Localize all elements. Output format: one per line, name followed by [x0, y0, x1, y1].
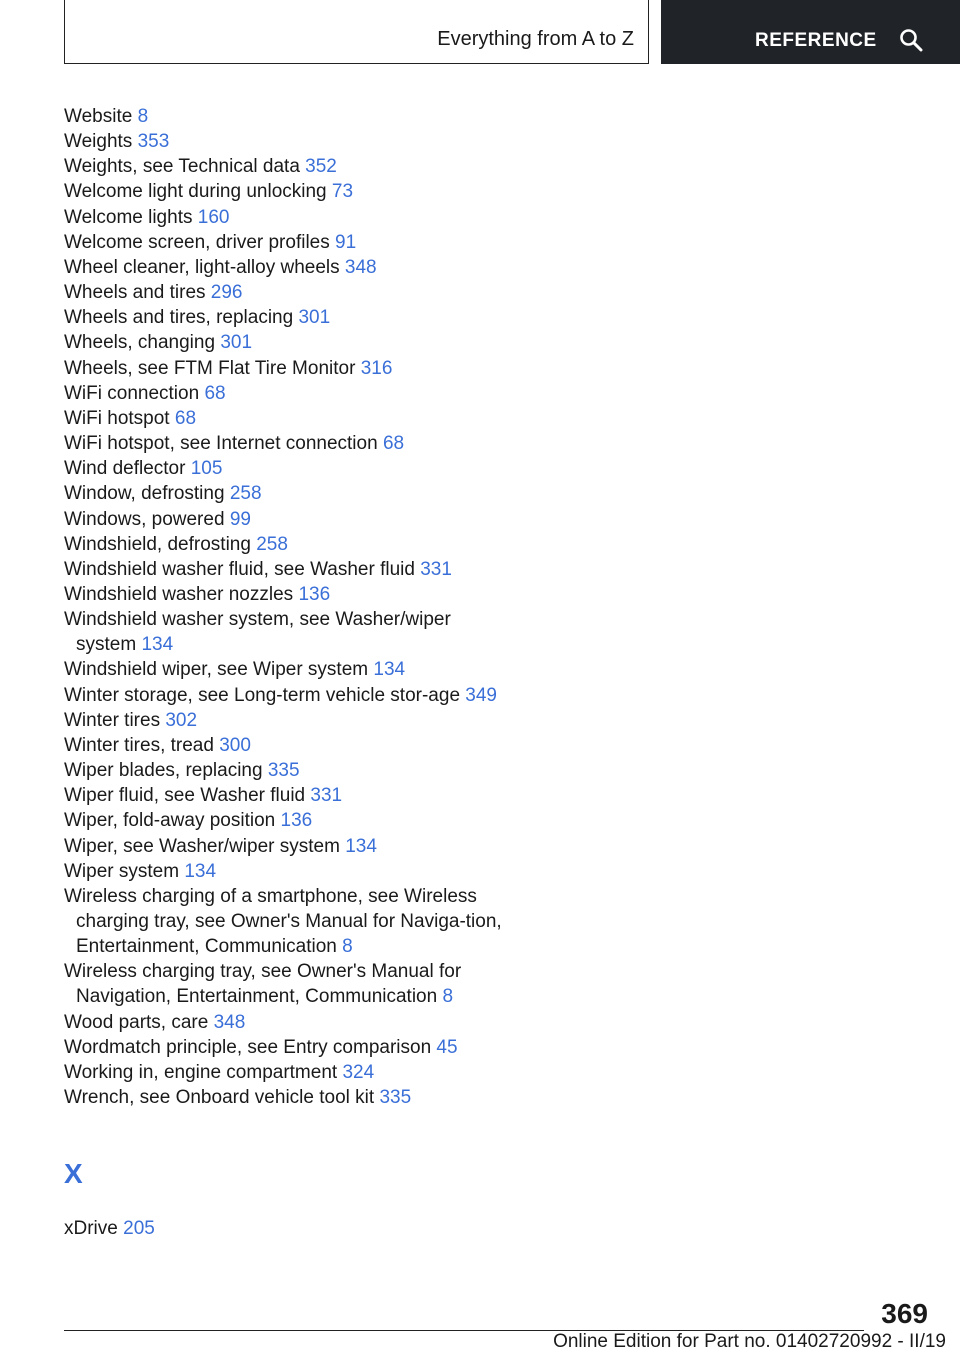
entry-term: Wiper fluid, see Washer fluid [64, 785, 306, 807]
page-reference-link[interactable]: 68 [382, 433, 405, 455]
index-entry [64, 758, 504, 783]
page-reference-link[interactable]: 324 [342, 1061, 375, 1083]
index-entry [64, 582, 504, 607]
entry-term: Weights, see Technical data [64, 156, 300, 178]
entry-term: WiFi hotspot [64, 407, 170, 429]
index-entry [64, 859, 504, 884]
index-entry [64, 431, 504, 456]
page-reference-link[interactable]: 134 [141, 634, 174, 656]
entry-term: Wiper blades, replacing [64, 760, 263, 782]
entry-term: Windshield wiper, see Wiper system [64, 659, 369, 681]
entry-term: Working in, engine compartment [64, 1061, 338, 1083]
entry-term: Windshield washer system, see Washer/wiper system [64, 609, 451, 656]
entry-term: Windows, powered [64, 508, 225, 530]
index-entry [64, 607, 504, 657]
index-entry [64, 406, 504, 431]
page-reference-link[interactable]: 8 [342, 936, 353, 958]
entry-term: Wheels, changing [64, 332, 216, 354]
page-reference-link[interactable]: 73 [331, 181, 354, 203]
reference-tab[interactable] [661, 0, 960, 64]
page-reference-link[interactable]: 45 [436, 1036, 458, 1058]
index-entry [64, 356, 504, 381]
header-title-box [64, 0, 649, 64]
page-number: 369 [881, 1298, 928, 1329]
page-reference-link[interactable]: 105 [190, 458, 223, 480]
search-icon[interactable] [899, 28, 923, 52]
entry-term: Windshield washer nozzles [64, 583, 294, 605]
index-entry [64, 1085, 504, 1110]
page-reference-link[interactable]: 160 [197, 206, 230, 228]
page-reference-link[interactable]: 296 [210, 282, 243, 304]
page-reference-link[interactable]: 301 [220, 332, 253, 354]
page-reference-link[interactable]: 335 [379, 1087, 412, 1109]
index-entry [64, 507, 504, 532]
page-reference-link[interactable]: 352 [305, 156, 337, 178]
entry-term: WiFi connection [64, 382, 200, 404]
index-entry [64, 154, 504, 179]
index-list-w [64, 104, 504, 1110]
index-entry [64, 808, 504, 833]
page-reference-link[interactable]: 68 [174, 407, 197, 429]
index-entry [64, 733, 504, 758]
page-reference-link[interactable]: 301 [298, 307, 331, 329]
index-entry [64, 456, 504, 481]
index-entry [64, 884, 504, 959]
page-reference-link[interactable]: 331 [310, 785, 343, 807]
index-list-x [64, 1216, 504, 1241]
page-reference-link[interactable]: 302 [165, 709, 198, 731]
page-reference-link[interactable]: 136 [280, 810, 313, 832]
entry-term: Wheels and tires, replacing [64, 307, 294, 329]
index-entry [64, 129, 504, 154]
page-reference-link[interactable]: 134 [373, 659, 406, 681]
page-reference-link[interactable]: 348 [213, 1011, 246, 1033]
page-reference-link[interactable]: 353 [137, 131, 170, 153]
index-entry [64, 205, 504, 230]
index-entry [64, 481, 504, 506]
index-entry [64, 330, 504, 355]
page-reference-link[interactable]: 134 [345, 835, 377, 857]
index-entry [64, 683, 504, 708]
index-entry [64, 1010, 504, 1035]
entry-term: Windshield washer fluid, see Washer fluid [64, 558, 415, 580]
index-entry [64, 1035, 504, 1060]
page-reference-link[interactable]: 335 [267, 760, 300, 782]
entry-term: Winter storage, see Long-term vehicle stor‐age [64, 684, 461, 706]
entry-term: Wheels and tires [64, 282, 206, 304]
index-entry [64, 557, 504, 582]
entry-term: Wiper, fold-away position [64, 810, 276, 832]
index-entry [64, 179, 504, 204]
entry-term: Welcome lights [64, 206, 193, 228]
index-entry [64, 305, 504, 330]
entry-term: Welcome screen, driver profiles [64, 231, 330, 253]
index-entry [64, 280, 504, 305]
entry-term: Wheels, see FTM Flat Tire Monitor [64, 357, 356, 379]
entry-term: Wind deflector [64, 458, 186, 480]
page-reference-link[interactable]: 316 [360, 357, 393, 379]
index-entry [64, 959, 504, 1009]
index-entry [64, 255, 504, 280]
page-reference-link[interactable]: 134 [184, 860, 217, 882]
page-reference-link[interactable]: 8 [442, 986, 454, 1008]
entry-term: Wireless charging of a smartphone, see Wireless charging tray, see Owner's Manual for Naviga‐tion, Entertainment, Communication [64, 885, 502, 958]
page-reference-link[interactable]: 99 [229, 508, 251, 530]
index-entry [64, 532, 504, 557]
entry-term: Wheel cleaner, light-alloy wheels [64, 256, 340, 278]
section-letter-x: X [64, 1158, 83, 1189]
index-entry [64, 834, 504, 859]
page-reference-link[interactable]: 349 [465, 684, 497, 706]
entry-term: Window, defrosting [64, 483, 225, 505]
page-reference-link[interactable]: 300 [219, 734, 251, 756]
page-reference-link[interactable]: 91 [335, 231, 357, 253]
page-reference-link[interactable]: 68 [204, 382, 226, 404]
entry-term: Weights [64, 131, 133, 153]
index-entry [64, 1060, 504, 1085]
index-entry [64, 657, 504, 682]
entry-term: Wiper system [64, 860, 180, 882]
entry-term: Wrench, see Onboard vehicle tool kit [64, 1087, 375, 1109]
index-entry [64, 1216, 504, 1241]
index-entry [64, 783, 504, 808]
page-reference-link[interactable]: 258 [229, 483, 262, 505]
page-reference-link[interactable]: 331 [420, 558, 452, 580]
reference-tab-label: REFERENCE [755, 30, 877, 51]
entry-term: Wood parts, care [64, 1011, 209, 1033]
entry-term: Wordmatch principle, see Entry comparison [64, 1036, 432, 1058]
index-entry [64, 104, 504, 129]
entry-term: Website [64, 106, 133, 127]
page-reference-link[interactable]: 348 [344, 256, 377, 278]
entry-term: Welcome light during unlocking [64, 181, 327, 203]
page-reference-link[interactable]: 258 [256, 533, 288, 555]
entry-term: xDrive [64, 1218, 118, 1239]
index-entry [64, 230, 504, 255]
entry-term: Wireless charging tray, see Owner's Manual for Navigation, Entertainment, Communication [64, 961, 462, 1008]
page-reference-link[interactable]: 8 [137, 106, 149, 127]
entry-term: Wiper, see Washer/wiper system [64, 835, 340, 857]
index-entry [64, 381, 504, 406]
page-reference-link[interactable]: 136 [298, 583, 331, 605]
section-title: Everything from A to Z [437, 28, 634, 50]
entry-term: WiFi hotspot, see Internet connection [64, 433, 378, 455]
entry-term: Windshield, defrosting [64, 533, 251, 555]
entry-term: Winter tires [64, 709, 161, 731]
entry-term: Winter tires, tread [64, 734, 214, 756]
index-entry [64, 708, 504, 733]
page-reference-link[interactable]: 205 [123, 1218, 155, 1239]
footer-edition: Online Edition for Part no. 01402720992 - II/19 [553, 1331, 946, 1352]
